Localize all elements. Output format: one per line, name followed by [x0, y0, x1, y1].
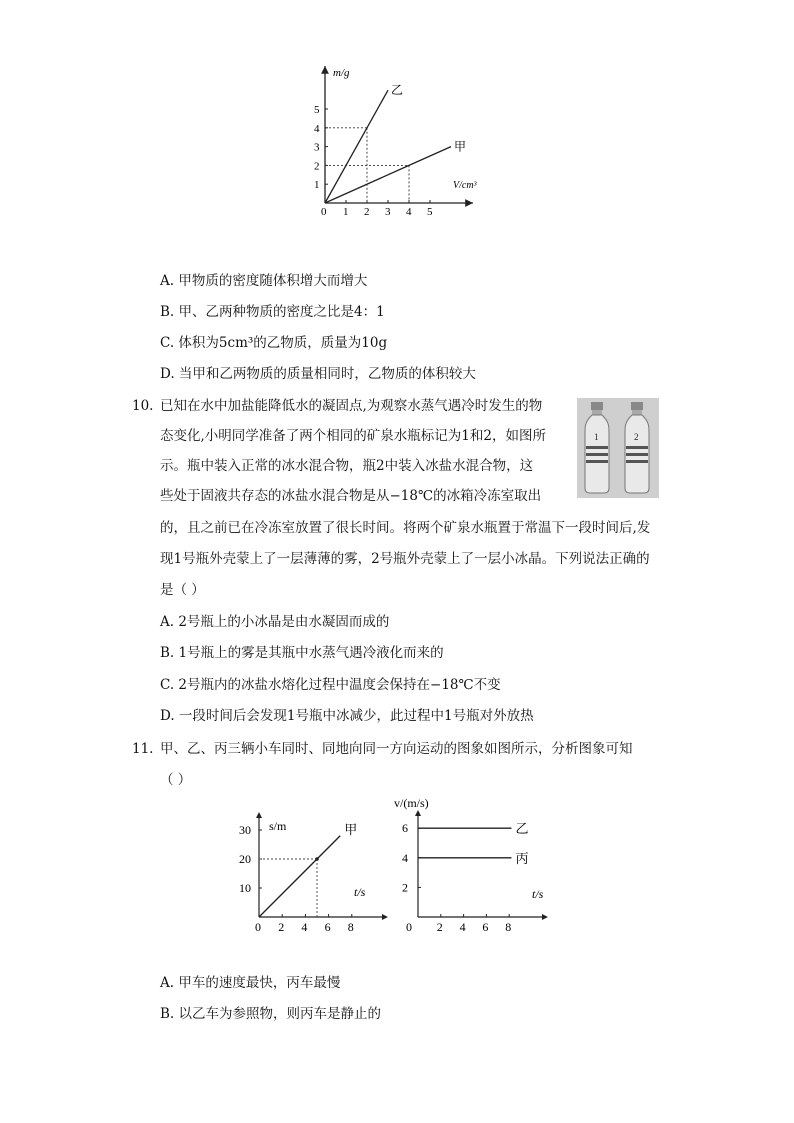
y-tick-label: 5 — [314, 104, 320, 116]
x-tick-label: 3 — [385, 206, 391, 218]
density-graph — [305, 60, 485, 225]
x-tick-label: 6 — [324, 920, 331, 934]
bottles-photo — [577, 398, 659, 498]
x-axis-arrow — [542, 914, 548, 920]
series-line — [259, 836, 340, 917]
y-tick-label: 4 — [314, 122, 320, 135]
q10-option-a: A. 2号瓶上的小冰晶是由水凝固而成的 — [160, 614, 390, 630]
x-tick-label: 0 — [321, 206, 327, 218]
y-tick-label: 2 — [314, 160, 320, 173]
series-label: 甲 — [344, 821, 358, 837]
q11-number: 11. — [132, 741, 154, 757]
q10-line-1: 已知在水中加盐能降低水的凝固点,为观察水蒸气遇冷时发生的物 — [160, 398, 543, 414]
series-line — [325, 147, 451, 203]
q11-option-b: B. 以乙车为参照物，则丙车是静止的 — [160, 1006, 382, 1022]
bottle-2-label: 2 — [634, 432, 639, 442]
q11-option-a: A. 甲车的速度最快，丙车最慢 — [160, 975, 341, 991]
x-tick-label: 4 — [406, 206, 412, 218]
density-y-ticks — [314, 104, 328, 191]
q10-line-7: 是（ ） — [160, 582, 205, 598]
series-label: 甲 — [454, 139, 467, 154]
x-tick-label: 5 — [427, 206, 433, 218]
q10-number: 10. — [132, 398, 154, 414]
series-label: 乙 — [515, 821, 529, 837]
x-tick-label: 0 — [406, 920, 412, 934]
q9-option-b: B. 甲、乙两种物质的密度之比是4：1 — [160, 304, 385, 320]
q11-line-2: （ ） — [160, 772, 192, 788]
x-tick-label: 0 — [255, 920, 261, 934]
q9-option-c: C. 体积为5cm³的乙物质，质量为10g — [160, 335, 388, 351]
q10-line-2: 态变化,小明同学准备了两个相同的矿泉水瓶标记为1和2，如图所 — [160, 428, 546, 444]
x-tick-label: 4 — [459, 920, 466, 934]
y-tick-label: 1 — [314, 179, 320, 192]
x-tick-label: 1 — [343, 206, 349, 218]
x-tick-label: 4 — [301, 920, 308, 934]
x-axis-label: t/s — [354, 885, 366, 899]
density-lines — [325, 83, 466, 203]
series-label: 丙 — [515, 850, 529, 866]
series-label: 乙 — [391, 83, 404, 98]
y-axis-arrow — [256, 812, 262, 818]
y-tick-label: 3 — [314, 141, 320, 154]
q10-line-6: 现1号瓶外壳蒙上了一层薄薄的雾，2号瓶外壳蒙上了一层小冰晶。下列说法正确的 — [160, 551, 650, 567]
q10-line-5: 的，且之前已在冷冻室放置了很长时间。将两个矿泉水瓶置于常温下一段时间后,发 — [160, 520, 651, 536]
y-tick-label: 10 — [239, 881, 251, 895]
y-tick-label: 4 — [402, 850, 408, 865]
q9-option-d: D. 当甲和乙两物质的质量相同时，乙物质的体积较大 — [160, 366, 476, 382]
bottle-1-label: 1 — [594, 432, 599, 442]
st-chart — [232, 810, 392, 938]
q9-option-a: A. 甲物质的密度随体积增大而增大 — [160, 273, 368, 289]
x-tick-label: 2 — [436, 920, 443, 934]
x-axis-arrow — [382, 914, 388, 920]
x-tick-label: 2 — [364, 206, 370, 218]
x-tick-label: 2 — [278, 920, 285, 934]
x-tick-label: 8 — [347, 920, 354, 934]
y-axis-label: s/m — [269, 819, 287, 833]
q10-line-4: 些处于固液共存态的冰盐水混合物是从−18℃的冰箱冷冻室取出 — [160, 488, 542, 504]
q10-option-d: D. 一段时间后会发现1号瓶中冰减少，此过程中1号瓶对外放热 — [160, 708, 534, 724]
y-axis-label: v/(m/s) — [394, 796, 429, 810]
data-point — [315, 857, 319, 861]
q10-option-b: B. 1号瓶上的雾是其瓶中水蒸气遇冷液化而来的 — [160, 645, 444, 661]
y-tick-label: 20 — [239, 852, 251, 866]
y-tick-label: 30 — [239, 823, 251, 837]
q10-line-3: 示。瓶中装入正常的冰水混合物，瓶2中装入冰盐水混合物，这 — [160, 458, 534, 474]
y-axis-label: m/g — [333, 67, 350, 79]
q10-option-c: C. 2号瓶内的冰盐水熔化过程中温度会保持在−18℃不变 — [160, 677, 501, 693]
x-tick-label: 6 — [482, 920, 489, 934]
q11-line-1: 甲、乙、丙三辆小车同时、同地向同一方向运动的图象如图所示，分析图象可知 — [160, 741, 633, 757]
series-line — [325, 90, 388, 203]
x-axis-label: t/s — [532, 887, 544, 901]
vt-chart — [392, 794, 552, 938]
y-axis-arrow — [415, 810, 421, 816]
y-tick-label: 2 — [402, 880, 408, 895]
x-tick-label: 8 — [505, 920, 512, 934]
y-tick-label: 6 — [402, 821, 408, 836]
x-axis-label: V/cm³ — [453, 180, 477, 191]
